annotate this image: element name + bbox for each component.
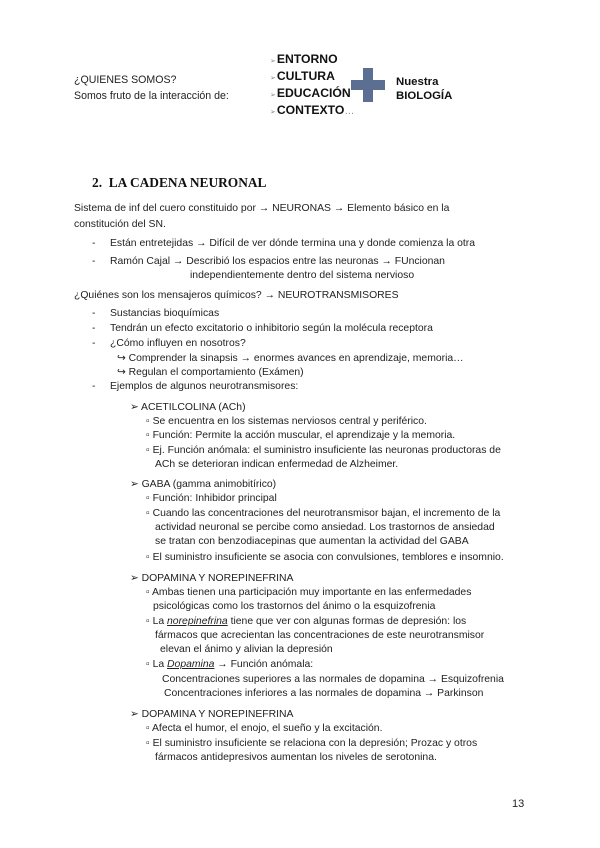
messengers-question: ¿Quiénes son los mensajeros químicos? → NEUROTRANSMISORES	[74, 290, 399, 301]
bullet-dash: -	[92, 308, 96, 319]
dopa-item-3: ▫ La Dopamina → Función anómala:	[146, 659, 314, 670]
intro-line2: constitución del SN.	[74, 219, 166, 230]
ach-title: ➢ ACETILCOLINA (ACh)	[130, 402, 246, 413]
ellipsis: …	[344, 106, 355, 117]
ach-item-3-cont: ACh se deterioran indican enfermedad de Alzheimer.	[155, 459, 399, 470]
gaba-item-1: ▫ Función: Inhibidor principal	[146, 493, 277, 504]
bullet-dash: -	[92, 238, 96, 249]
dopa2-item-2-cont: fármacos antidepresivos aumentan los niveles de serotonina.	[155, 752, 437, 763]
section-title: 2. LA CADENA NEURONAL	[92, 175, 267, 190]
factor-bullet: ➢	[270, 109, 276, 116]
ach-item-2: ▫ Función: Permite la acción muscular, el aprendizaje y la memoria.	[146, 430, 456, 441]
dopa2-item-2: ▫ El suministro insuficiente se relaciona con la depresión; Prozac y otros	[146, 738, 478, 749]
term-norepinefrina: norepinefrina	[167, 616, 228, 627]
dopa-item-2-cont2: elevan el ánimo y alivian la depresión	[160, 644, 333, 655]
dopa2-item-1: ▫ Afecta el humor, el enojo, el sueño y la excitación.	[146, 723, 383, 734]
neurons-bullet-1: Están entretejidas → Difícil de ver dónde termina una y donde comienza la otra	[110, 238, 476, 249]
messengers-b1: Sustancias bioquímicas	[110, 308, 220, 319]
ach-item-3: ▫ Ej. Función anómala: el suministro insuficiente las neuronas productoras de	[146, 445, 501, 456]
gaba-item-3: ▫ El suministro insuficiente se asocia con convulsiones, temblores e insomnio.	[146, 552, 504, 563]
result-biologia: Nuestra BIOLOGÍA	[396, 76, 453, 102]
messengers-b3-s2: ↪ Regulan el comportamiento (Exámen)	[117, 367, 304, 378]
messengers-b3-s1: ↪ Comprender la sinapsis → enormes avances en aprendizaje, memoria…	[117, 353, 464, 364]
dopa-item-3-cont2: Concentraciones inferiores a las normales de dopamina → Parkinson	[164, 688, 484, 699]
term-dopamina: Dopamina	[167, 659, 215, 670]
bullet-dash: -	[92, 323, 96, 334]
neurons-bullet-2-cont: independientemente dentro del sistema nervioso	[190, 270, 415, 281]
dopa-item-2: ▫ La norepinefrina tiene que ver con algunas formas de depresión: los	[146, 616, 467, 627]
dopa-item-2-cont1: fármacos que acrecientan las concentraciones de este neurotransmisor	[155, 630, 485, 641]
dopa2-title: ➢ DOPAMINA Y NOREPINEFRINA	[130, 709, 294, 720]
factor-educacion: ➢EDUCACIÓN	[270, 86, 351, 100]
bullet-dash: -	[92, 381, 96, 392]
factor-bullet: ➢	[270, 58, 276, 65]
messengers-b2: Tendrán un efecto excitatorio o inhibitorio según la molécula receptora	[110, 323, 433, 334]
header-question: ¿QUIENES SOMOS?	[74, 74, 177, 86]
messengers-b4: Ejemplos de algunos neurotransmisores:	[110, 381, 299, 392]
intro-line1: Sistema de inf del cuero constituido por → NEURONAS → Elemento básico en la	[74, 203, 450, 214]
messengers-b3: ¿Cómo influyen en nosotros?	[110, 338, 246, 349]
dopa-item-3-cont1: Concentraciones superiores a las normales de dopamina → Esquizofrenia	[162, 674, 504, 685]
factor-bullet: ➢	[270, 75, 276, 82]
dopa-item-1-cont: psicológicas como los trastornos del ánimo o la esquizofrenia	[153, 601, 436, 612]
factor-bullet: ➢	[270, 92, 276, 99]
gaba-title: ➢ GABA (gamma animobitírico)	[130, 479, 277, 490]
gaba-item-2-cont2: se tratan con benzodiacepinas que aumentan la actividad del GABA	[155, 536, 469, 547]
bullet-dash: -	[92, 256, 96, 267]
gaba-item-2-cont1: actividad neuronal se percibe como ansiedad. Los trastornos de ansiedad	[155, 522, 495, 533]
plus-icon	[351, 68, 385, 102]
page-number: 13	[512, 798, 525, 810]
neurons-bullet-2: Ramón Cajal → Describió los espacios entre las neuronas → FUncionan	[110, 256, 445, 267]
gaba-item-2: ▫ Cuando las concentraciones del neurotransmisor bajan, el incremento de la	[146, 508, 501, 519]
factor-cultura: ➢CULTURA	[270, 69, 335, 83]
header-statement: Somos fruto de la interacción de:	[74, 90, 229, 102]
factor-contexto: ➢CONTEXTO…	[270, 103, 355, 117]
dopa-title: ➢ DOPAMINA Y NOREPINEFRINA	[130, 573, 294, 584]
ach-item-1: ▫ Se encuentra en los sistemas nerviosos central y periférico.	[146, 416, 427, 427]
bullet-dash: -	[92, 338, 96, 349]
factor-entorno: ➢ENTORNO	[270, 52, 338, 66]
dopa-item-1: ▫ Ambas tienen una participación muy importante en las enfermedades	[146, 587, 472, 598]
